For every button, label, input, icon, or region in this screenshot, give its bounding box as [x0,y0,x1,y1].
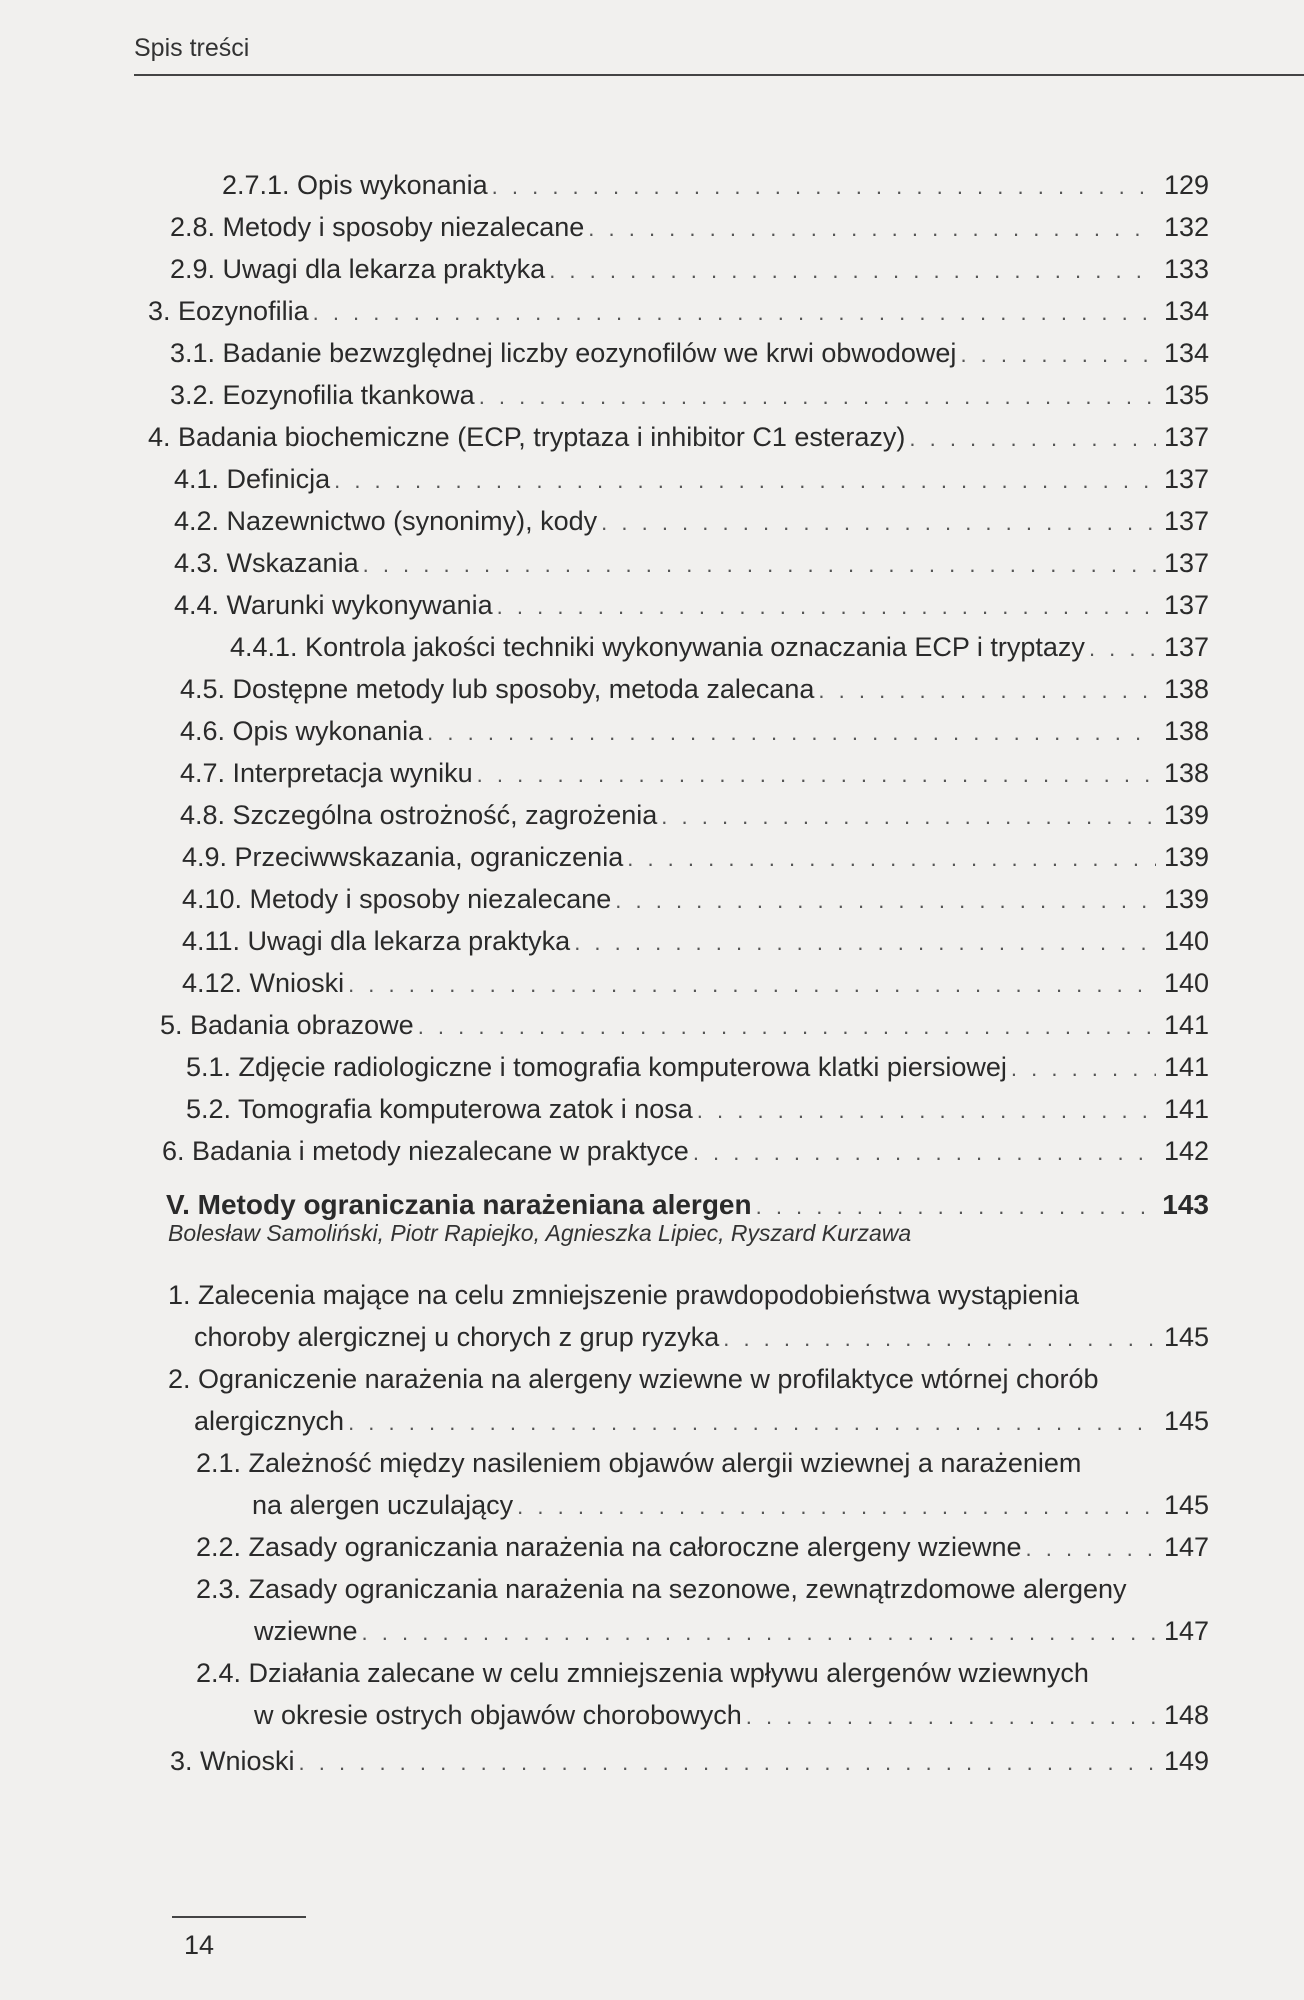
toc-entry-page: 137 [1163,422,1209,452]
toc-entry-page: 137 [1163,464,1209,494]
toc-entry [174,504,1209,540]
toc-entry-page: 147 [1163,1532,1209,1562]
toc-entry-page: 134 [1163,296,1209,326]
toc-entry-title: 2.8. Metody i sposoby niezalecane [170,212,585,242]
toc-entry-title: 4.8. Szczególna ostrożność, zagrożenia [180,800,658,830]
leader-dots [601,506,1156,540]
toc-entry [182,882,1209,918]
toc-entry-title: 4.12. Wnioski [182,968,345,998]
toc-entry-title: 3.2. Eozynofilia tkankowa [170,380,475,410]
toc-entry-page: 145 [1163,1322,1209,1352]
leader-dots [1011,1052,1156,1086]
toc-entry-page: 137 [1163,590,1209,620]
toc-entry-title: wziewne [254,1616,358,1646]
toc-entry-page: 133 [1163,254,1209,284]
toc-entry-page: 148 [1163,1700,1209,1730]
toc-entry-title: 4.3. Wskazania [174,548,359,578]
toc-entry-page: 141 [1163,1094,1209,1124]
toc-entry-page: 138 [1163,758,1209,788]
toc-entry-line: 2. Ograniczenie narażenia na alergeny wziewne w profilaktyce wtórnej chorób [168,1364,1099,1394]
toc-entry-page: 141 [1163,1010,1209,1040]
toc-entry-page: 145 [1163,1490,1209,1520]
footer-rule [172,1916,306,1918]
toc-entry-title: 2.2. Zasady ograniczania narażenia na całoroczne alergeny wziewne [196,1532,1022,1562]
toc-entry-title: 4.11. Uwagi dla lekarza praktyka [182,926,571,956]
toc-entry [180,798,1209,834]
leader-dots [549,254,1156,288]
leader-dots [334,464,1156,498]
toc-entry-title: 3. Eozynofilia [148,296,309,326]
toc-entry-page: 140 [1163,968,1209,998]
leader-dots [313,296,1156,330]
leader-dots [362,1616,1156,1650]
toc-entry [174,462,1209,498]
toc-entry-title: 4.5. Dostępne metody lub sposoby, metoda zalecana [180,674,815,704]
toc-entry-title: 4.1. Definicja [174,464,331,494]
toc-entry-page: 132 [1163,212,1209,242]
toc-entry [252,1488,1209,1524]
toc-entry-page: 137 [1163,632,1209,662]
toc-entry-title: 2.9. Uwagi dla lekarza praktyka [170,254,546,284]
toc-entry [222,168,1209,204]
toc-entry [174,588,1209,624]
toc-entry-page: 138 [1163,674,1209,704]
leader-dots [615,884,1156,918]
chapter-authors: Bolesław Samoliński, Piotr Rapiejko, Agnieszka Lipiec, Ryszard Kurzawa [168,1220,912,1246]
toc-entry-page: 139 [1163,884,1209,914]
toc-entry-page: 145 [1163,1406,1209,1436]
toc-entry [180,714,1209,750]
toc-entry-page: 129 [1163,170,1209,200]
toc-entry [170,378,1209,414]
chapter-heading [166,1188,1209,1224]
toc-entry-title: na alergen uczulający [252,1490,514,1520]
toc-entry-line: 2.3. Zasady ograniczania narażenia na sezonowe, zewnątrzdomowe alergeny [196,1574,1127,1604]
toc-entry-page: 142 [1163,1136,1209,1166]
leader-dots [697,1094,1156,1128]
toc-entry [196,1530,1209,1566]
toc-entry-title: alergicznych [194,1406,345,1436]
leader-dots [909,422,1156,456]
toc-entry [254,1698,1209,1734]
toc-entry-title: 4.6. Opis wykonania [180,716,424,746]
leader-dots [363,548,1156,582]
leader-dots [661,800,1156,834]
toc-entry [186,1092,1209,1128]
toc-entry-title: 5. Badania obrazowe [160,1010,414,1040]
leader-dots [723,1322,1156,1356]
toc-entry-title: choroby alergicznej u chorych z grup ryzyka [194,1322,720,1352]
toc-entry-title: 5.2. Tomografia komputerowa zatok i nosa [186,1094,693,1124]
toc-entry [194,1320,1209,1356]
toc-entry [148,294,1209,330]
leader-dots [479,380,1156,414]
toc-entry [170,252,1209,288]
page-number: 14 [184,1930,215,1960]
toc-entry-page: 135 [1163,380,1209,410]
leader-dots [588,212,1156,246]
leader-dots [1089,632,1156,666]
toc-entry [254,1614,1209,1650]
leader-dots [348,968,1156,1002]
leader-dots [418,1010,1156,1044]
toc-entry-title: 2.7.1. Opis wykonania [222,170,488,200]
leader-dots [1026,1532,1156,1566]
leader-dots [517,1490,1156,1524]
toc-entry [186,1050,1209,1086]
toc-entry-page: 139 [1163,842,1209,872]
toc-entry-title: 6. Badania i metody niezalecane w praktyce [162,1136,689,1166]
toc-entry-page: 141 [1163,1052,1209,1082]
leader-dots [627,842,1156,876]
toc-entry-line: 2.4. Działania zalecane w celu zmniejszenia wpływu alergenów wziewnych [196,1658,1089,1688]
toc-entry [230,630,1209,666]
toc-entry-line: 1. Zalecenia mające na celu zmniejszenie prawdopodobieństwa wystąpienia [168,1280,1080,1310]
leader-dots [299,1746,1156,1780]
toc-entry-title: 4.2. Nazewnictwo (synonimy), kody [174,506,598,536]
toc-entry-page: 140 [1163,926,1209,956]
chapter-title: V. Metody ograniczania narażeniana alergen [166,1189,752,1220]
leader-dots [348,1406,1156,1440]
leader-dots [427,716,1156,750]
leader-dots [477,758,1156,792]
running-head: Spis treści [134,34,250,62]
toc-entry-line: 2.1. Zależność między nasileniem objawów alergii wziewnej a narażeniem [196,1448,1082,1478]
toc-entry [194,1404,1209,1440]
toc-entry-title: 5.1. Zdjęcie radiologiczne i tomografia komputerowa klatki piersiowej [186,1052,1007,1082]
toc-entry [148,420,1209,456]
toc-entry-page: 138 [1163,716,1209,746]
toc-entry-title: 4. Badania biochemiczne (ECP, tryptaza i inhibitor C1 esterazy) [148,422,906,452]
toc-entry [182,924,1209,960]
toc-entry [180,672,1209,708]
toc-entry-title: 4.9. Przeciwwskazania, ograniczenia [182,842,624,872]
toc-entry-title: 4.7. Interpretacja wyniku [180,758,473,788]
toc-entry [180,756,1209,792]
toc-entry-page: 137 [1163,548,1209,578]
toc-entry-title: w okresie ostrych objawów chorobowych [254,1700,742,1730]
toc-entry-title: 4.10. Metody i sposoby niezalecane [182,884,612,914]
toc-entry [170,210,1209,246]
leader-dots [960,338,1156,372]
toc-entry [170,336,1209,372]
toc-entry-title: 4.4.1. Kontrola jakości techniki wykonywania oznaczania ECP i tryptazy [230,632,1085,662]
toc-entry-page: 134 [1163,338,1209,368]
toc-entry [182,840,1209,876]
toc-entry [182,966,1209,1002]
leader-dots [492,170,1156,204]
leader-dots [756,1190,1155,1224]
toc-entry-page: 147 [1163,1616,1209,1646]
chapter-page: 143 [1162,1189,1209,1220]
toc-entry [160,1008,1209,1044]
leader-dots [497,590,1156,624]
toc-entry [162,1134,1209,1170]
toc-entry-title: 3. Wnioski [170,1746,295,1776]
toc-entry-title: 3.1. Badanie bezwzględnej liczby eozynofilów we krwi obwodowej [170,338,957,368]
leader-dots [746,1700,1156,1734]
toc-entry-page: 149 [1163,1746,1209,1776]
toc-entry-page: 139 [1163,800,1209,830]
toc-entry-page: 137 [1163,506,1209,536]
toc-entry [174,546,1209,582]
leader-dots [574,926,1156,960]
leader-dots [693,1136,1156,1170]
toc-entry-title: 4.4. Warunki wykonywania [174,590,493,620]
leader-dots [818,674,1156,708]
toc-entry [170,1744,1209,1780]
